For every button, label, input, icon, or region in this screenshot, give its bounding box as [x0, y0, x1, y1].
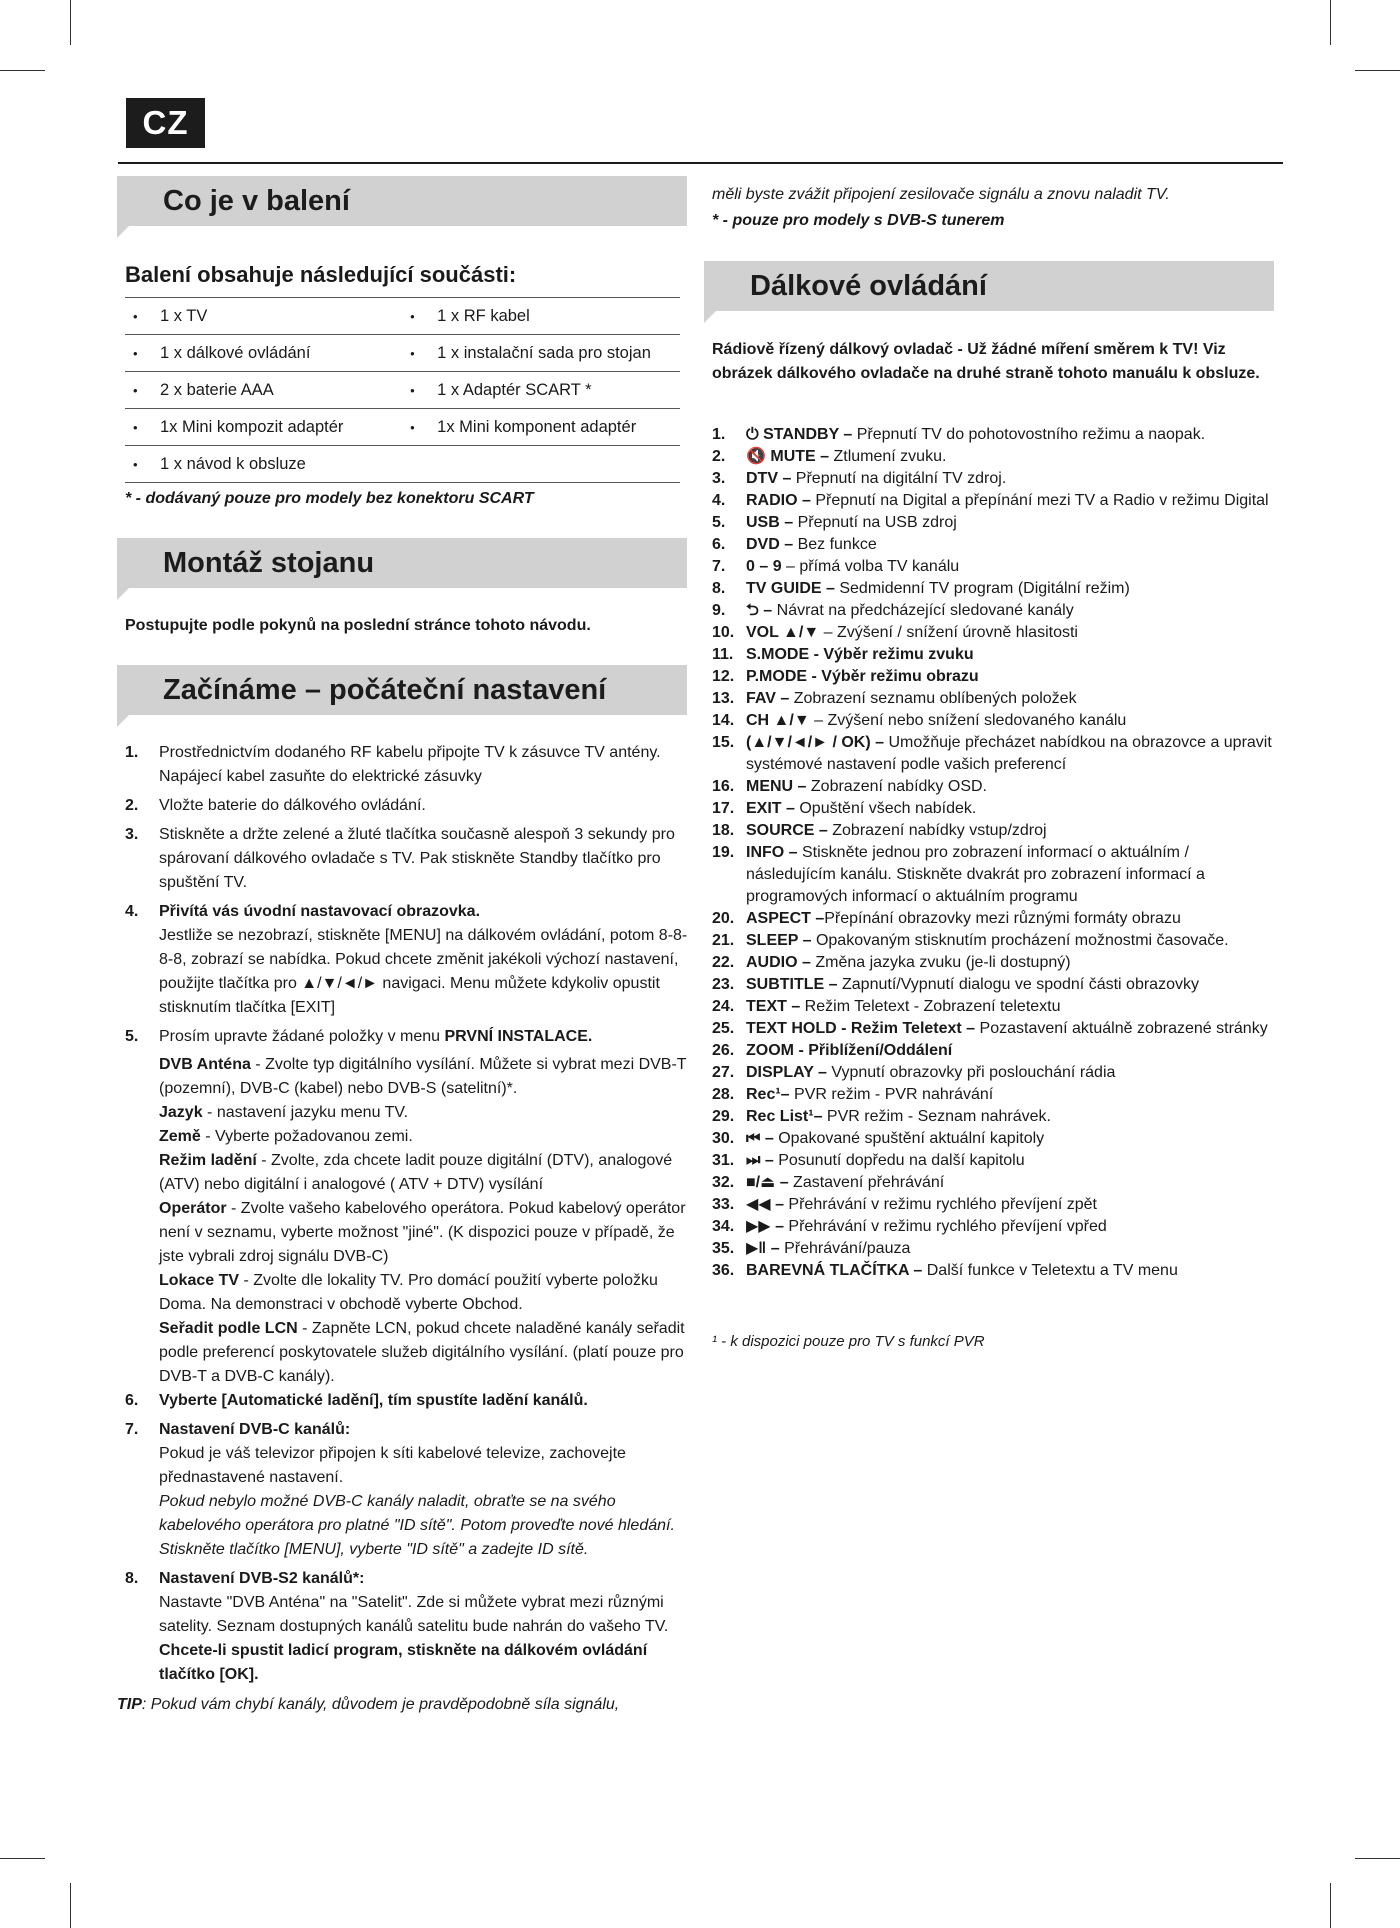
button-label: Rec List¹–	[746, 1108, 823, 1125]
item-body	[746, 512, 1277, 534]
item-number: 19.	[712, 844, 735, 861]
definition	[159, 1101, 690, 1125]
table-cell: 1 x RF kabel	[437, 298, 680, 335]
item-body	[746, 688, 1277, 710]
list-item	[712, 424, 1277, 446]
button-description: Zapnutí/Vypnutí dialogu ve spodní části obrazovky	[837, 976, 1199, 993]
button-label: –	[770, 1240, 780, 1257]
step-body	[159, 1418, 690, 1562]
list-item	[125, 741, 690, 789]
step-number: 7.	[125, 1421, 139, 1438]
definition	[159, 1269, 690, 1317]
crop-mark	[1330, 1883, 1331, 1928]
list-item	[712, 710, 1277, 732]
list-item	[712, 512, 1277, 534]
button-description: Opuštění všech nabídek.	[794, 800, 977, 817]
button-label: SLEEP –	[746, 932, 812, 949]
list-item	[712, 644, 1277, 666]
button-description: Přehrávání v režimu rychlého převíjení zpět	[783, 1196, 1097, 1213]
item-body	[746, 666, 1277, 688]
button-description: Opakovaným stisknutím procházení možnostmi časovače.	[811, 932, 1229, 949]
header-rule	[118, 162, 1283, 164]
button-label: RADIO –	[746, 492, 811, 509]
item-body	[746, 556, 1277, 578]
tip-continuation: měli byste zvážit připojení zesilovače signálu a znovu naladit TV.	[712, 186, 1170, 203]
definition-desc: - Zvolte dle lokality TV. Pro domácí použití vyberte položku Doma. Na demonstraci v obchodě vyberte Obchod.	[159, 1272, 658, 1313]
button-description: Opakované spuštění aktuální kapitoly	[773, 1130, 1045, 1147]
button-label: MENU –	[746, 778, 807, 795]
tip-text: : Pokud vám chybí kanály, důvodem je pravděpodobně síla signálu,	[141, 1696, 620, 1713]
definition-term: DVB Anténa	[159, 1056, 251, 1073]
item-body	[746, 776, 1277, 798]
bullet: •	[125, 372, 160, 409]
button-description: PVR režim - PVR nahrávání	[789, 1086, 994, 1103]
item-number: 34.	[712, 1218, 735, 1235]
list-item	[712, 446, 1277, 468]
definition-term: Lokace TV	[159, 1272, 240, 1289]
table-cell: 1x Mini kompozit adaptér	[160, 409, 402, 446]
crop-mark	[70, 0, 71, 45]
list-item	[125, 1567, 690, 1687]
item-number: 22.	[712, 954, 735, 971]
item-body	[746, 1018, 1277, 1040]
list-item	[712, 622, 1277, 644]
list-item	[712, 490, 1277, 512]
item-number: 10.	[712, 624, 735, 641]
stand-instruction: Postupujte podle pokynů na poslední stránce tohoto návodu.	[125, 617, 591, 634]
item-body	[746, 974, 1277, 996]
bullet	[402, 446, 437, 483]
item-body	[746, 424, 1277, 446]
button-description: Další funkce v Teletextu a TV menu	[922, 1262, 1178, 1279]
list-item	[712, 1128, 1277, 1150]
remote-button-icon: ▶‖	[746, 1240, 767, 1257]
item-body	[746, 710, 1277, 732]
section-title: Dálkové ovládání	[750, 270, 987, 302]
button-description: – Zvýšení nebo snížení sledovaného kanálu	[809, 712, 1127, 729]
table-cell	[437, 446, 680, 483]
button-description: Změna jazyka zvuku (je-li dostupný)	[810, 954, 1071, 971]
remote-buttons-list	[712, 424, 1277, 1282]
table-cell: 1 x návod k obsluze	[160, 446, 402, 483]
definition-term: Seřadit podle LCN	[159, 1320, 298, 1337]
list-item	[712, 974, 1277, 996]
remote-button-icon: ⏮	[746, 1130, 761, 1147]
item-number: 15.	[712, 734, 735, 751]
list-item	[712, 600, 1277, 622]
item-body	[746, 1084, 1277, 1106]
list-item	[712, 952, 1277, 974]
crop-mark	[1355, 70, 1400, 71]
list-item	[712, 1216, 1277, 1238]
button-description: Přepnutí TV do pohotovostního režimu a naopak.	[852, 426, 1206, 443]
menu-name: PRVNÍ INSTALACE.	[444, 1028, 593, 1045]
button-label: AUDIO –	[746, 954, 811, 971]
crop-mark	[70, 1883, 71, 1928]
list-item	[712, 732, 1277, 776]
step-text: Nastavte "DVB Anténa" na "Satelit". Zde si můžete vybrat mezi různými satelity. Seznam dostupných kanálů satelitu bude nahrán do vašeho TV.	[159, 1594, 669, 1635]
item-number: 21.	[712, 932, 735, 949]
table-row	[125, 446, 680, 483]
item-number: 2.	[712, 448, 726, 465]
button-label: DTV –	[746, 470, 792, 487]
item-number: 11.	[712, 646, 734, 663]
tip-note	[117, 1693, 690, 1717]
list-item	[712, 1260, 1277, 1282]
item-number: 20.	[712, 910, 735, 927]
button-label: S.MODE - Výběr režimu zvuku	[746, 646, 974, 663]
button-description: Zobrazení seznamu oblíbených položek	[789, 690, 1077, 707]
item-body	[746, 1150, 1277, 1172]
button-label: 0 – 9	[746, 558, 782, 575]
item-number: 8.	[712, 580, 726, 597]
section-title: Montáž stojanu	[163, 547, 375, 579]
item-body	[746, 732, 1277, 776]
button-label: Rec¹–	[746, 1086, 790, 1103]
list-item	[712, 908, 1277, 930]
definition	[159, 1149, 690, 1197]
button-label: DVD –	[746, 536, 794, 553]
button-label: P.MODE - Výběr režimu obrazu	[746, 668, 979, 685]
list-item	[712, 820, 1277, 842]
item-number: 24.	[712, 998, 735, 1015]
item-number: 25.	[712, 1020, 735, 1037]
item-body	[746, 1040, 1277, 1062]
definition	[159, 1053, 690, 1101]
table-row	[125, 409, 680, 446]
tip-label: TIP	[117, 1696, 142, 1713]
crop-mark	[0, 70, 45, 71]
item-number: 7.	[712, 558, 726, 575]
step-note: Pokud nebylo možné DVB-C kanály naladit, obraťte se na svého kabelového operátora pro platné "ID sítě". Potom proveďte nové hledání. Stiskněte tlačítko [MENU], vyberte "ID sítě" a zadejte ID sítě.	[159, 1493, 675, 1558]
item-number: 33.	[712, 1196, 735, 1213]
crop-mark	[0, 1858, 45, 1859]
list-item	[712, 578, 1277, 600]
item-body	[746, 1128, 1277, 1150]
item-number: 28.	[712, 1086, 735, 1103]
step-text: Prosím upravte žádané položky v menu	[159, 1028, 445, 1045]
step-text: Stiskněte a držte zelené a žluté tlačítka současně alespoň 3 sekundy pro spárovaní dálkového ovladače s TV. Pak stiskněte Standby tlačítko pro spuštění TV.	[159, 826, 675, 891]
dvbs-footnote: * - pouze pro modely s DVB-S tunerem	[712, 212, 1005, 229]
item-body	[746, 1194, 1277, 1216]
button-description: Vypnutí obrazovky při poslouchání rádia	[826, 1064, 1116, 1081]
item-number: 35.	[712, 1240, 735, 1257]
step-heading: Přivítá vás úvodní nastavovací obrazovka.	[159, 903, 481, 920]
item-number: 30.	[712, 1130, 735, 1147]
button-label: DISPLAY –	[746, 1064, 827, 1081]
button-label: –	[775, 1218, 784, 1235]
bullet: •	[402, 409, 437, 446]
button-description: Zobrazení nabídky vstup/zdroj	[827, 822, 1047, 839]
item-body	[746, 1106, 1277, 1128]
step-body	[159, 900, 690, 1020]
step-text: Prostřednictvím dodaného RF kabelu připojte TV k zásuvce TV antény. Napájecí kabel zasuňte do elektrické zásuvky	[159, 744, 661, 785]
button-description: Pozastavení aktuálně zobrazené stránky	[975, 1020, 1268, 1037]
item-number: 16.	[712, 778, 735, 795]
button-label: CH ▲/▼	[746, 712, 810, 729]
item-number: 9.	[712, 602, 726, 619]
step-body	[159, 1567, 690, 1687]
section-title: Co je v balení	[163, 185, 350, 217]
list-item	[712, 1172, 1277, 1194]
button-label: TEXT HOLD - Režim Teletext –	[746, 1020, 976, 1037]
button-label: STANDBY –	[763, 426, 853, 443]
button-description: Sedmidenní TV program (Digitální režim)	[834, 580, 1130, 597]
button-description: Návrat na předcházející sledované kanály	[772, 602, 1074, 619]
list-item	[712, 666, 1277, 688]
item-number: 29.	[712, 1108, 735, 1125]
button-description: PVR režim - Seznam nahrávek.	[822, 1108, 1051, 1125]
button-label: BAREVNÁ TLAČÍTKA –	[746, 1262, 923, 1279]
setup-header	[117, 665, 687, 715]
step-body	[159, 1025, 690, 1389]
item-body	[746, 446, 1277, 468]
item-body	[746, 578, 1277, 600]
button-label: FAV –	[746, 690, 790, 707]
definition-desc: - Zapněte LCN, pokud chcete naladěné kanály seřadit podle preferencí poskytovatele služeb digitálního vysílání. (platí pouze pro DVB-T a DVB-C kanály).	[159, 1320, 685, 1385]
button-label: –	[763, 602, 773, 619]
list-item	[712, 1062, 1277, 1084]
list-item	[125, 1025, 690, 1389]
remote-button-icon: ⮌	[746, 602, 759, 619]
list-item	[712, 776, 1277, 798]
list-item	[712, 534, 1277, 556]
list-item	[712, 842, 1277, 908]
item-number: 18.	[712, 822, 735, 839]
list-item	[712, 1106, 1277, 1128]
list-item	[125, 1418, 690, 1562]
item-number: 6.	[712, 536, 726, 553]
step-text: Jestliže se nezobrazí, stiskněte [MENU] na dálkovém ovládání, potom 8-8-8-8, zobrazí se nabídka. Pokud chcete změnit jakékoli výchozí nastavení, použijte tlačítka pro ▲/▼/◄/► navigaci. Menu můžete kdykoliv opustit stisknutím tlačítka [EXIT]	[159, 927, 688, 1016]
definition	[159, 1125, 690, 1149]
list-item	[712, 996, 1277, 1018]
item-body	[746, 1260, 1277, 1282]
item-number: 36.	[712, 1262, 735, 1279]
item-body	[746, 1062, 1277, 1084]
item-number: 1.	[712, 426, 726, 443]
definition-term: Operátor	[159, 1200, 227, 1217]
table-cell: 1x Mini komponent adaptér	[437, 409, 680, 446]
list-item	[125, 823, 690, 895]
remote-button-icon: ■/⏏	[746, 1174, 776, 1191]
table-row	[125, 372, 680, 409]
button-label: EXIT –	[746, 800, 795, 817]
button-description: Posunutí dopředu na další kapitolu	[773, 1152, 1025, 1169]
step-text: Vložte baterie do dálkového ovládání.	[159, 797, 426, 814]
step-number: 4.	[125, 903, 139, 920]
step-number: 2.	[125, 797, 139, 814]
bullet: •	[125, 409, 160, 446]
item-body	[746, 622, 1277, 644]
step-emphasis: Chcete-li spustit ladicí program, stiskněte na dálkovém ovládání tlačítko [OK].	[159, 1642, 648, 1683]
button-label: ZOOM - Přiblížení/Oddálení	[746, 1042, 953, 1059]
setup-steps	[117, 741, 690, 1717]
item-body	[746, 996, 1277, 1018]
step-number: 3.	[125, 826, 139, 843]
list-item	[712, 1040, 1277, 1062]
step-number: 6.	[125, 1392, 139, 1409]
item-body	[746, 908, 1277, 930]
remote-button-icon: ⏻	[746, 426, 759, 443]
button-description: Zastavení přehrávání	[788, 1174, 945, 1191]
box-contents-header	[117, 176, 687, 226]
remote-button-icon: ⏭	[746, 1152, 761, 1169]
button-description: Přepnutí na USB zdroj	[793, 514, 957, 531]
button-description: – přímá volba TV kanálu	[781, 558, 960, 575]
list-item	[125, 900, 690, 1020]
item-body	[746, 600, 1277, 622]
definition-term: Jazyk	[159, 1104, 203, 1121]
list-item	[712, 798, 1277, 820]
button-label: TEXT –	[746, 998, 801, 1015]
item-body	[746, 820, 1277, 842]
item-body	[746, 930, 1277, 952]
step-number: 8.	[125, 1570, 139, 1587]
table-row	[125, 335, 680, 372]
remote-header	[704, 261, 1274, 311]
button-description: – Zvýšení / snížení úrovně hlasitosti	[819, 624, 1078, 641]
language-badge: CZ	[126, 98, 205, 148]
definition-desc: - nastavení jazyku menu TV.	[202, 1104, 409, 1121]
item-body	[746, 1238, 1277, 1260]
item-body	[746, 644, 1277, 666]
list-item	[712, 1238, 1277, 1260]
item-number: 4.	[712, 492, 726, 509]
step-intro	[159, 1025, 690, 1049]
button-description: Přehrávání/pauza	[779, 1240, 911, 1257]
button-label: MUTE –	[770, 448, 830, 465]
button-description: Umožňuje přecházet nabídkou na obrazovce a upravit systémové nastavení podle vašich preferencí	[746, 734, 1272, 773]
button-label: INFO –	[746, 844, 798, 861]
step-heading: Vyberte [Automatické ladění], tím spustíte ladění kanálů.	[159, 1392, 588, 1409]
button-description: Přepínání obrazovky mezi různými formáty obrazu	[824, 910, 1181, 927]
button-description: Stiskněte jednou pro zobrazení informací o aktuálním / následujícím kanálu. Stiskněte dvakrát pro zobrazení informací a programových informací o aktuálním programu	[746, 844, 1205, 905]
list-item	[125, 1389, 690, 1413]
button-label: SUBTITLE –	[746, 976, 838, 993]
list-item	[712, 556, 1277, 578]
step-heading: Nastavení DVB-S2 kanálů*:	[159, 1570, 365, 1587]
item-number: 31.	[712, 1152, 735, 1169]
item-body	[746, 534, 1277, 556]
button-label: –	[775, 1196, 784, 1213]
item-number: 12.	[712, 668, 735, 685]
button-label: –	[779, 1174, 789, 1191]
step-heading: Nastavení DVB-C kanálů:	[159, 1421, 351, 1438]
pvr-footnote: ¹ - k dispozici pouze pro TV s funkcí PVR	[712, 1333, 985, 1350]
stand-header	[117, 538, 687, 588]
button-description: Zobrazení nabídky OSD.	[806, 778, 987, 795]
definition-desc: - Zvolte vašeho kabelového operátora. Pokud kabelový operátor není v seznamu, vyberte možnost "jiné". (K dispozici pouze v případě, že jste vybrali zdroj signálu DVB-C)	[159, 1200, 686, 1265]
box-contents-subtitle: Balení obsahuje následující součásti:	[125, 262, 517, 287]
item-body	[746, 1172, 1277, 1194]
bullet: •	[402, 372, 437, 409]
definition-desc: - Zvolte typ digitálního vysílání. Můžete si vybrat mezi DVB-T (pozemní), DVB-C (kabel) nebo DVB-S (satelitní)*.	[159, 1056, 687, 1097]
item-number: 26.	[712, 1042, 735, 1059]
item-body	[746, 468, 1277, 490]
item-body	[746, 490, 1277, 512]
list-item	[712, 1084, 1277, 1106]
button-label: SOURCE –	[746, 822, 828, 839]
item-number: 17.	[712, 800, 735, 817]
button-label: –	[764, 1152, 774, 1169]
button-description: Přehrávání v režimu rychlého převíjení vpřed	[783, 1218, 1107, 1235]
item-number: 3.	[712, 470, 726, 487]
list-item	[712, 1018, 1277, 1040]
item-body	[746, 952, 1277, 974]
definition-list	[159, 1053, 690, 1389]
button-description: Přepnutí na digitální TV zdroj.	[791, 470, 1007, 487]
remote-intro: Rádiově řízený dálkový ovladač - Už žádné míření směrem k TV! Viz obrázek dálkového ovladače na druhé straně tohoto manuálu k obsluze.	[712, 341, 1260, 382]
button-description: Přepnutí na Digital a přepínání mezi TV a Radio v režimu Digital	[810, 492, 1269, 509]
button-description: Ztlumení zvuku.	[829, 448, 947, 465]
list-item	[712, 468, 1277, 490]
table-cell: 2 x baterie AAA	[160, 372, 402, 409]
definition-desc: - Zvolte, zda chcete ladit pouze digitální (DTV), analogové (ATV) nebo digitální i analogové ( ATV + DTV) vysílání	[159, 1152, 673, 1193]
bullet: •	[125, 335, 160, 372]
button-label: –	[764, 1130, 774, 1147]
item-number: 27.	[712, 1064, 735, 1081]
table-cell: 1 x dálkové ovládání	[160, 335, 402, 372]
item-number: 13.	[712, 690, 735, 707]
definition	[159, 1197, 690, 1269]
scart-footnote: * - dodávaný pouze pro modely bez konektoru SCART	[125, 490, 534, 507]
definition-desc: - Vyberte požadovanou zemi.	[200, 1128, 413, 1145]
list-item	[125, 794, 690, 818]
step-text: Pokud je váš televizor připojen k síti kabelové televize, zachovejte přednastavené nastavení.	[159, 1445, 626, 1486]
button-label: (▲/▼/◄/► / OK) –	[746, 734, 885, 751]
definition	[159, 1317, 690, 1389]
bullet: •	[125, 298, 160, 335]
crop-mark	[1330, 0, 1331, 45]
table-cell: 1 x Adaptér SCART *	[437, 372, 680, 409]
list-item	[712, 1150, 1277, 1172]
definition-term: Země	[159, 1128, 201, 1145]
button-label: ASPECT –	[746, 910, 825, 927]
item-body	[746, 1216, 1277, 1238]
bullet: •	[125, 446, 160, 483]
button-label: VOL ▲/▼	[746, 624, 820, 641]
button-description: Bez funkce	[793, 536, 877, 553]
item-body	[746, 842, 1277, 908]
section-title: Začínáme – počáteční nastavení	[163, 674, 607, 706]
contents-table	[125, 297, 680, 483]
remote-button-icon: ▶▶	[746, 1218, 771, 1235]
list-item	[712, 930, 1277, 952]
bullet: •	[402, 335, 437, 372]
item-body	[746, 798, 1277, 820]
list-item	[712, 688, 1277, 710]
remote-button-icon: 🔇	[746, 448, 766, 465]
item-number: 14.	[712, 712, 735, 729]
table-row	[125, 298, 680, 335]
step-number: 1.	[125, 744, 139, 761]
step-number: 5.	[125, 1028, 139, 1045]
crop-mark	[1355, 1858, 1400, 1859]
list-item	[712, 1194, 1277, 1216]
button-description: Režim Teletext - Zobrazení teletextu	[800, 998, 1061, 1015]
table-cell: 1 x TV	[160, 298, 402, 335]
button-label: USB –	[746, 514, 794, 531]
button-label: TV GUIDE –	[746, 580, 835, 597]
bullet: •	[402, 298, 437, 335]
definition-term: Režim ladění	[159, 1152, 257, 1169]
item-number: 23.	[712, 976, 735, 993]
table-cell: 1 x instalační sada pro stojan	[437, 335, 680, 372]
remote-button-icon: ◀◀	[746, 1196, 771, 1213]
item-number: 5.	[712, 514, 726, 531]
item-number: 32.	[712, 1174, 735, 1191]
